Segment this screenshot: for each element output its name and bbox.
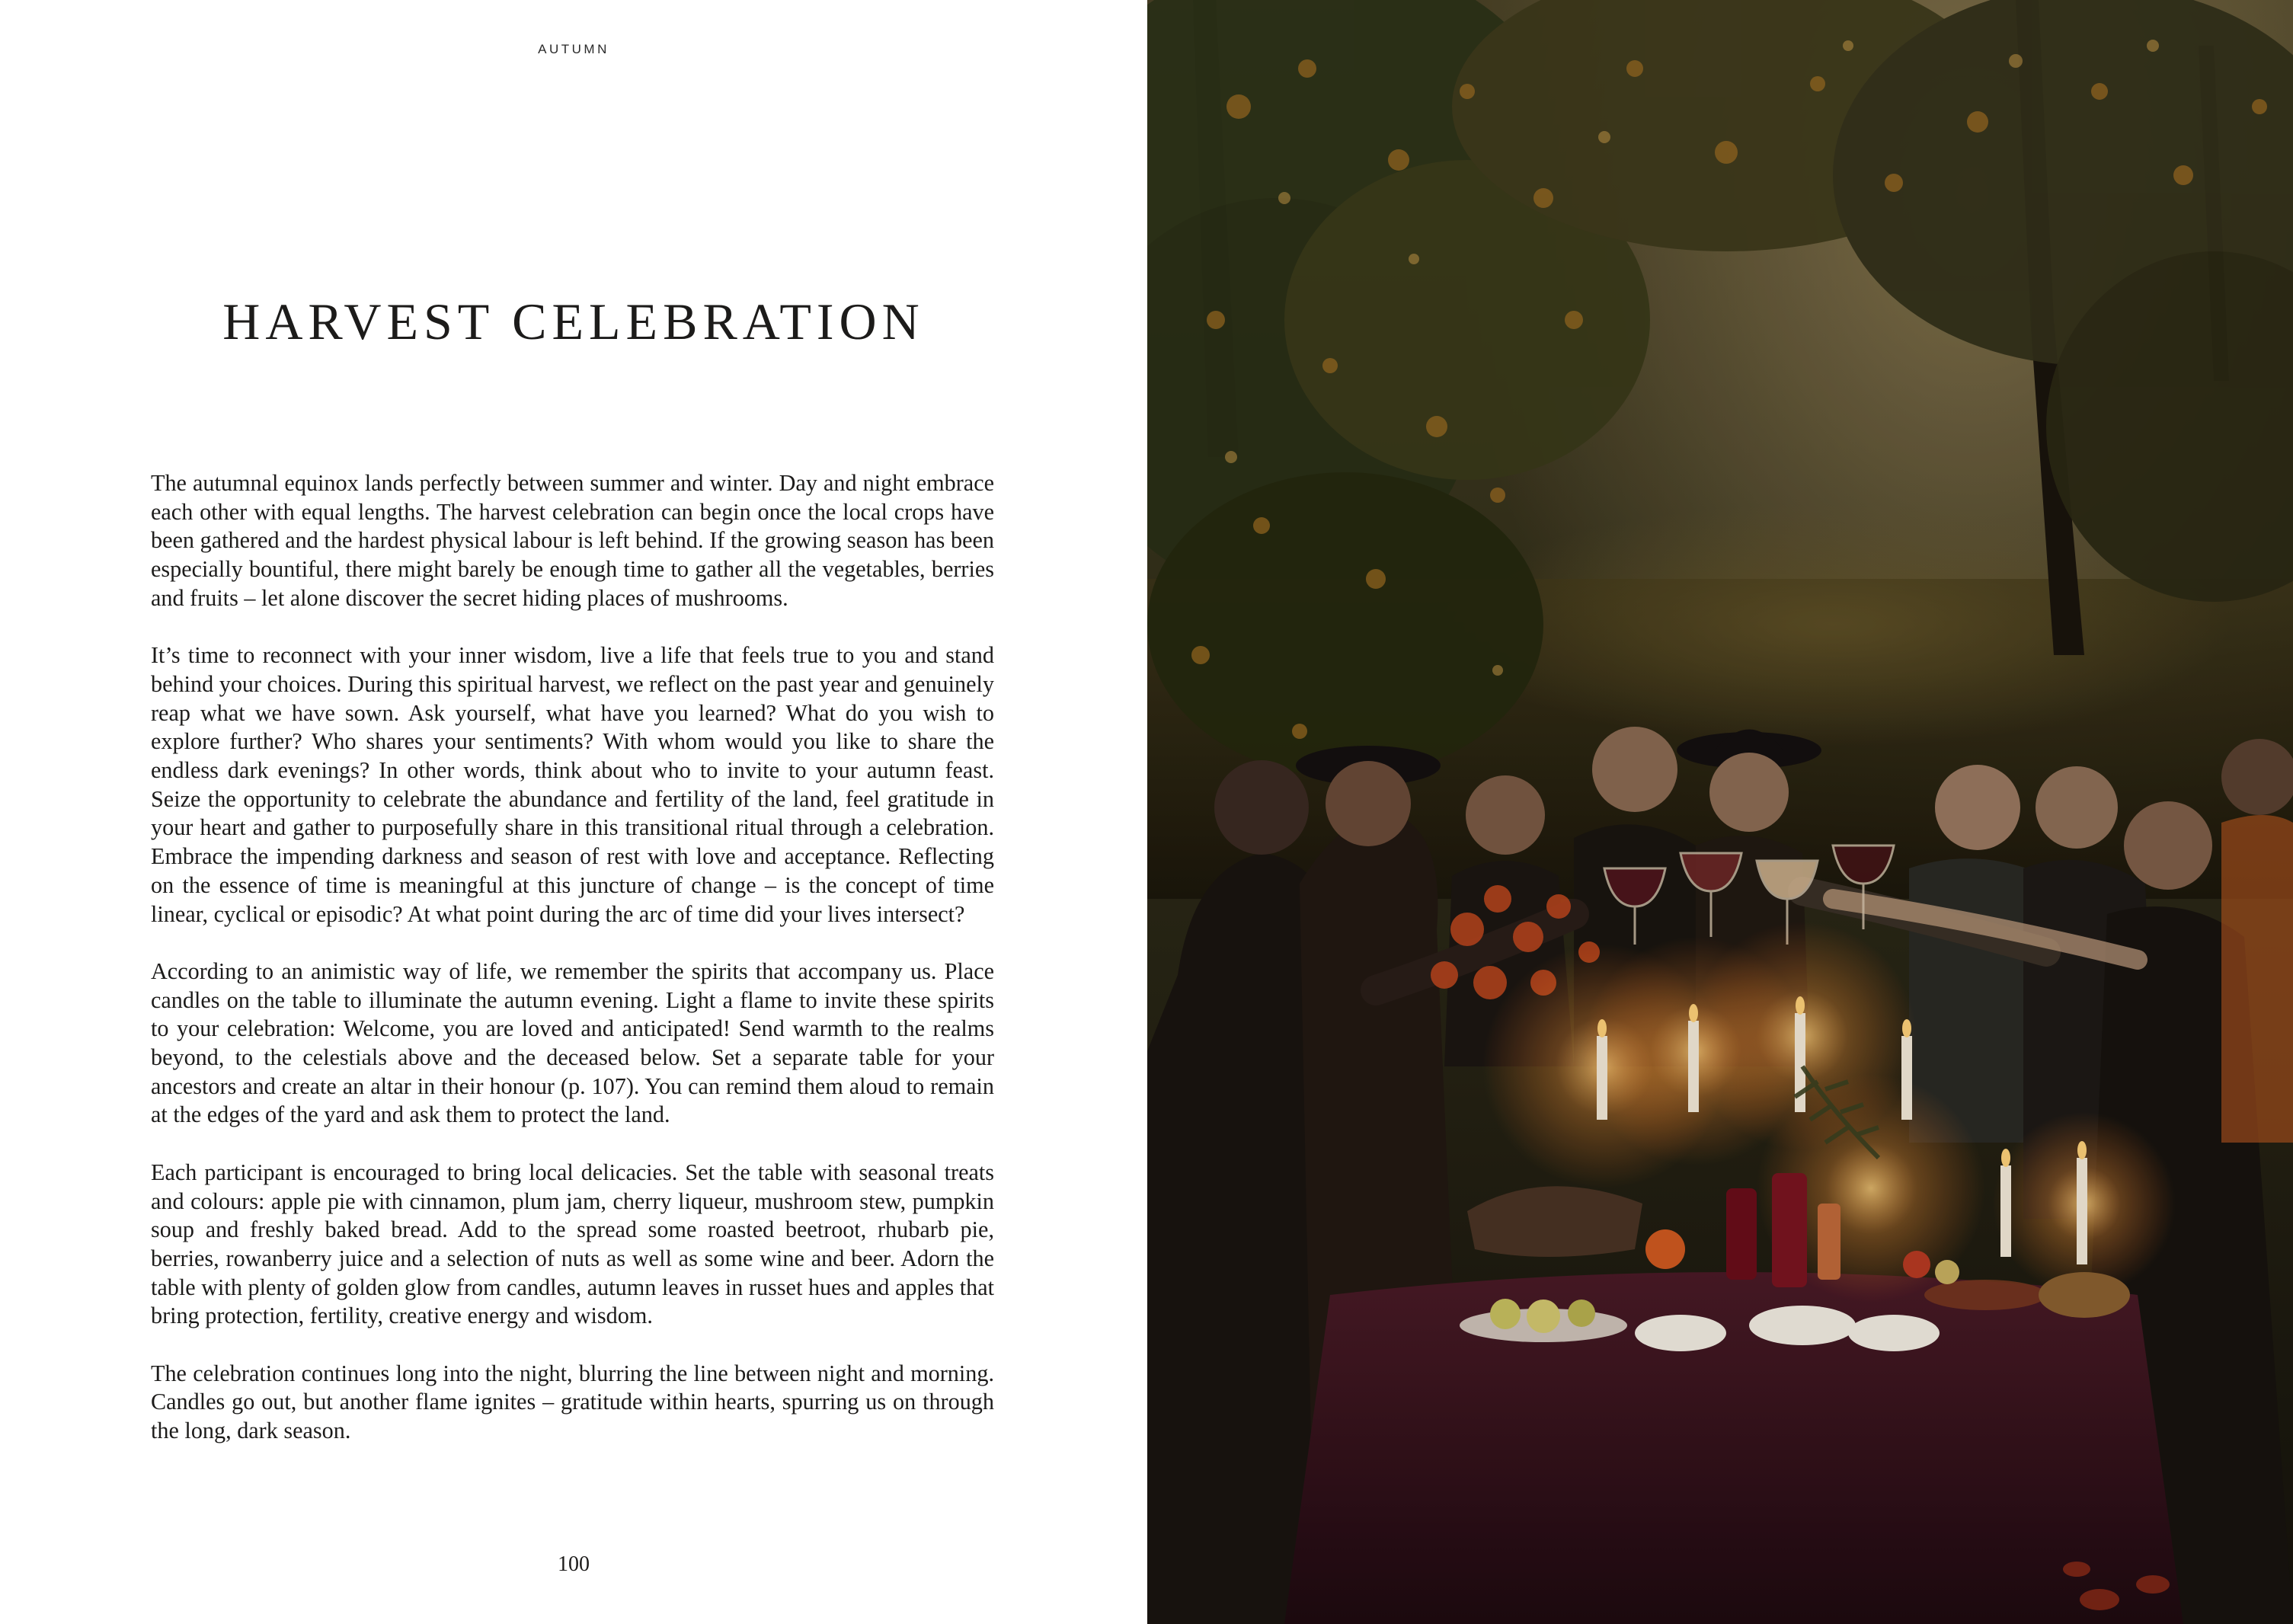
autumn-feast-photo: [1147, 0, 2293, 1624]
paragraph: The autumnal equinox lands perfectly between summer and winter. Day and night embrace each other with equal lengths. The harvest celebration can begin once the local crops have been gathered and the hardest physical labour is left behind. If the growing season has been especially bountiful, there might barely be enough time to gather all the vegetables, berries and fruits – let alone discover the secret hiding places of mushrooms.: [151, 470, 994, 611]
paragraph: It’s time to reconnect with your inner wisdom, live a life that feels true to you and stand behind your choices. During this spiritual harvest, we reflect on the past year and genuinely reap what we have sown. Ask yourself, what have you learned? What do you wish to explore further? Who shares your sentiments? With whom would you like to share the endless dark evenings? In other words, think about who to invite to your autumn feast. Seize the opportunity to celebrate the abundance and fertility of the land, feel gratitude in your heart and gather to purposefully share in this transitional ritual through a celebration. Embrace the impending darkness and season of rest with love and acceptance. Reflecting on the essence of time is meaningful at this juncture of change – is the concept of time linear, cyclical or episodic? At what point during the arc of time did your lives intersect?: [151, 642, 994, 927]
paragraph: According to an animistic way of life, we remember the spirits that accompany us. Place candles on the table to illuminate the autumn evening. Light a flame to invite these spirits to your celebration: Welcome, you are loved and anticipated! Send warmth to the realms beyond, to the celestials above and the deceased below. Set a separate table for your ancestors and create an altar in their honour (p. 107). You can remind them aloud to remain at the edges of the yard and ask them to protect the land.: [151, 957, 994, 1128]
paragraph: The celebration continues long into the night, blurring the line between night and morning. Candles go out, but another flame ignites – gratitude within hearts, spurring us on through the long, dark season.: [151, 1360, 994, 1444]
running-head: AUTUMN: [538, 42, 609, 56]
paragraph: Each participant is encouraged to bring local delicacies. Set the table with seasonal treats and colours: apple pie with cinnamon, plum jam, cherry liqueur, mushroom stew, pumpkin soup and freshly baked bread. Add to the spread some roasted beetroot, rhubarb pie, berries, rowanberry juice and a selection of nuts as well as some wine and beer. Adorn the table with plenty of golden glow from candles, autumn leaves in russet hues and apples that bring protection, fertility, creative energy and wisdom.: [151, 1159, 994, 1329]
body-text: [151, 469, 994, 1475]
page-number: 100: [558, 1552, 590, 1576]
page-title: HARVEST CELEBRATION: [222, 293, 925, 350]
